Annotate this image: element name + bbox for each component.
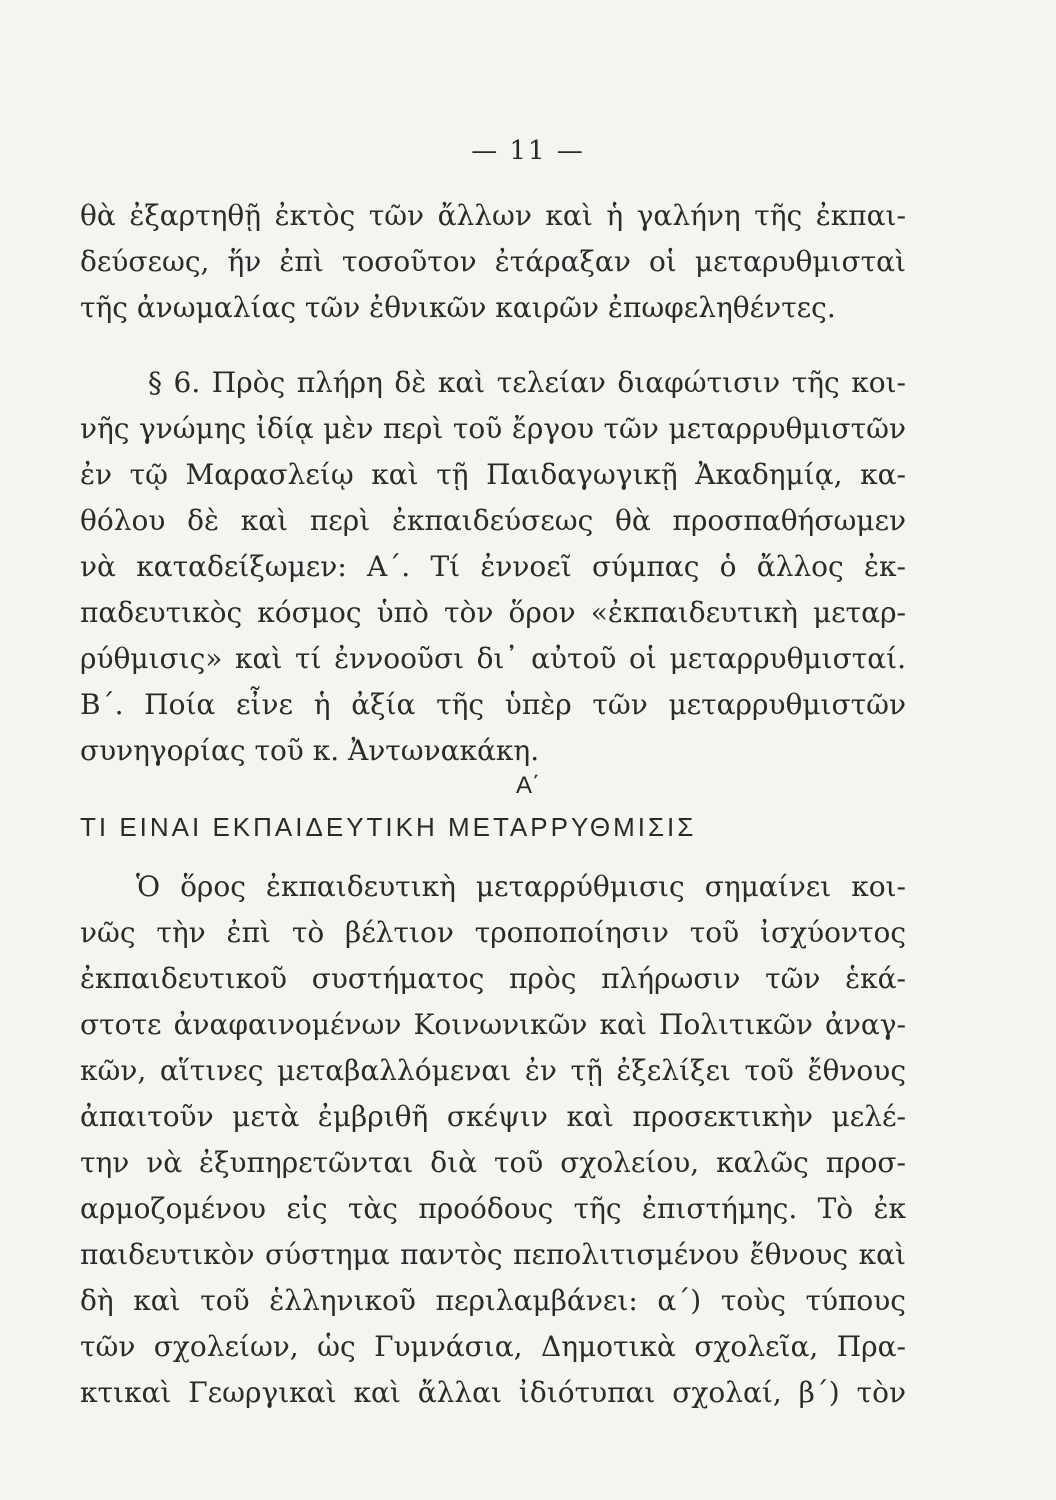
section-number: Α΄ (516, 772, 540, 799)
text-line: τῶν σχολείων, ὡς Γυμνάσια, Δημοτικὰ σχολεῖα, Πρα- (80, 1330, 906, 1363)
text-line: παιδευτικὸν σύστημα παντὸς πεπολιτισμένου ἔθνους καὶ (80, 1238, 906, 1271)
text-line: παδευτικὸς κόσμος ὑπὸ τὸν ὅρον «ἐκπαιδευτικὴ μεταρ- (80, 596, 906, 629)
text-line: τῆς ἀνωμαλίας τῶν ἐθνικῶν καιρῶν ἐπωφεληθέντες. (80, 291, 836, 324)
text-line: ἐν τῷ Μαρασλείῳ καὶ τῇ Παιδαγωγικῇ Ἀκαδημίᾳ, κα- (80, 458, 906, 491)
text-line: νῆς γνώμης ἰδίᾳ μὲν περὶ τοῦ ἔργου τῶν μεταρρυθμιστῶν (80, 412, 906, 445)
page-number: — 11 — (471, 136, 585, 166)
text-line: ἀπαιτοῦν μετὰ ἐμβριθῆ σκέψιν καὶ προσεκτικὴν μελέ- (80, 1100, 906, 1133)
text-line: ἐκπαιδευτικοῦ συστήματος πρὸς πλήρωσιν τῶν ἑκά- (80, 962, 906, 995)
text-line: θόλου δὲ καὶ περὶ ἐκπαιδεύσεως θὰ προσπαθήσωμεν (80, 504, 906, 537)
text-line: νὰ καταδείξωμεν: Α΄. Τί ἐννοεῖ σύμπας ὁ ἄλλος ἐκ- (80, 550, 906, 583)
text-line: συνηγορίας τοῦ κ. Ἀντωνακάκη. (80, 734, 540, 767)
text-line: ρύθμισις» καὶ τί ἐννοοῦσι δι᾽ αὐτοῦ οἱ μεταρρυθμισταί. (80, 642, 906, 675)
text-line: την νὰ ἐξυπηρετῶνται διὰ τοῦ σχολείου, καλῶς προσ- (80, 1146, 906, 1179)
text-line: δὴ καὶ τοῦ ἑλληνικοῦ περιλαμβάνει: α΄) τοὺς τύπους (80, 1284, 906, 1317)
paragraph-section-6 (80, 360, 906, 774)
section-heading: ΤΙ ΕΙΝΑΙ ΕΚΠΑΙΔΕΥΤΙΚΗ ΜΕΤΑΡΡΥΘΜΙΣΙΣ (80, 812, 697, 842)
text-line: § 6. Πρὸς πλήρη δὲ καὶ τελείαν διαφώτισιν τῆς κοι- (148, 366, 906, 399)
text-line: δεύσεως, ἥν ἐπὶ τοσοῦτον ἐτάραξαν οἱ μεταρυθμισταὶ (80, 245, 906, 278)
text-line: Ὁ ὅρος ἐκπαιδευτικὴ μεταρρύθμισις σημαίνει κοι- (136, 870, 906, 903)
text-line: κῶν, αἵτινες μεταβαλλόμεναι ἐν τῇ ἐξελίξει τοῦ ἔθνους (80, 1054, 906, 1087)
text-line: νῶς τὴν ἐπὶ τὸ βέλτιον τροποποίησιν τοῦ ἰσχύοντος (80, 916, 906, 949)
paragraph-continuation (80, 193, 906, 331)
text-line: θὰ ἐξαρτηθῇ ἐκτὸς τῶν ἄλλων καὶ ἡ γαλήνη τῆς ἐκπαι- (80, 199, 906, 232)
text-line: Β΄. Ποία εἶνε ἡ ἀξία τῆς ὑπὲρ τῶν μεταρρυθμιστῶν (80, 688, 906, 721)
text-line: στοτε ἀναφαινομένων Κοινωνικῶν καὶ Πολιτικῶν ἀναγ- (80, 1008, 906, 1041)
text-line: κτικαὶ Γεωργικαὶ καὶ ἄλλαι ἰδιότυπαι σχολαί, β΄) τὸν (80, 1376, 906, 1409)
paragraph-definition (80, 864, 906, 1416)
text-line: αρμοζομένου εἰς τὰς προόδους τῆς ἐπιστήμης. Τὸ ἐκ (80, 1192, 906, 1225)
